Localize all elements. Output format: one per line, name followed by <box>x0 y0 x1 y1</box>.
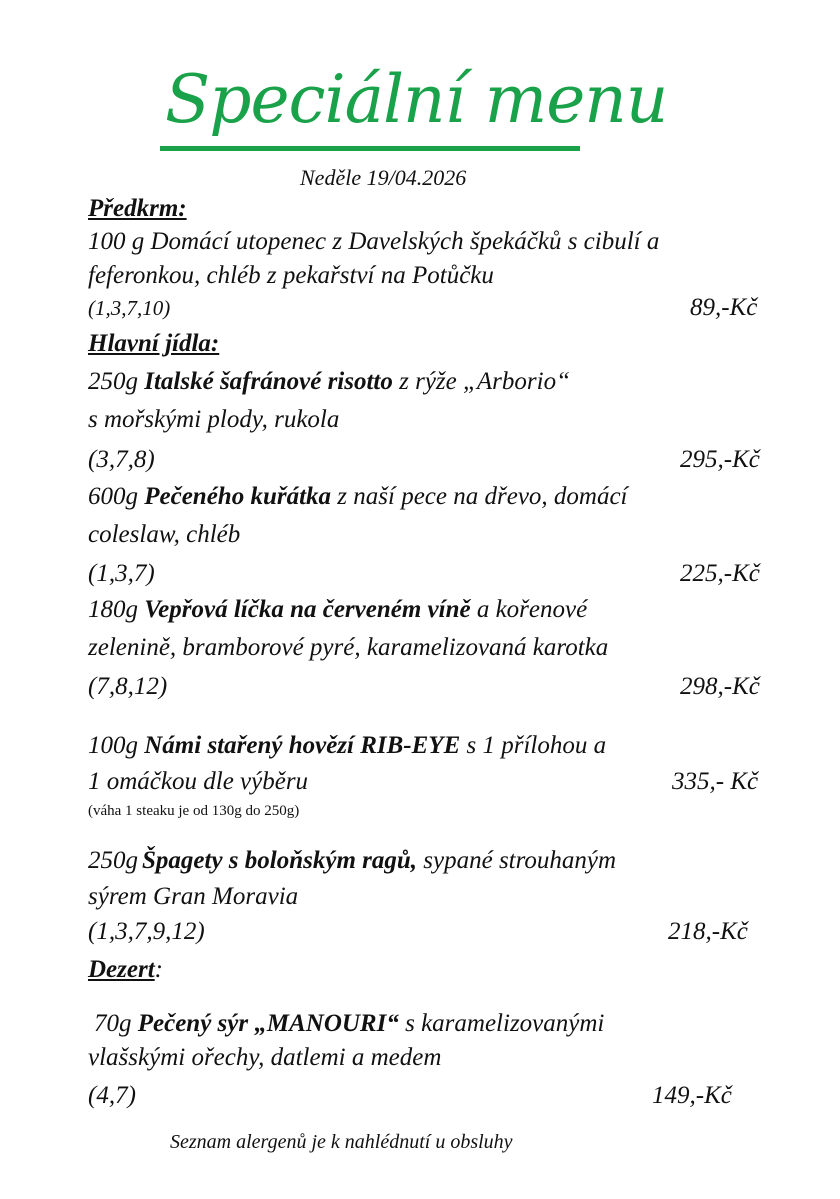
item-3-name: Pečeného kuřátka <box>144 483 332 510</box>
menu-date: Neděle 19/04.2026 <box>300 165 467 190</box>
item-3-line2: coleslaw, chléb <box>88 521 241 548</box>
item-7-description: s karamelizovanými <box>405 1010 605 1037</box>
item-4-line2: zelenině, bramborové pyré, karamelizovaná karotka <box>88 634 609 661</box>
item-2-allergens: (3,7,8) <box>88 446 155 473</box>
item-5-description: s 1 přílohou a <box>466 732 607 759</box>
item-7-name: Pečený sýr „MANOURI“ <box>137 1010 399 1037</box>
item-6-allergens: (1,3,7,9,12) <box>88 918 205 945</box>
menu-title: Speciální menu <box>165 61 668 138</box>
item-1-line1: 100 g Domácí utopenec z Davelských špekáčků s cibulí a <box>88 228 660 255</box>
title-underline <box>160 146 580 151</box>
item-3-weight: 600g <box>88 483 138 510</box>
section-heading-dezert: Dezert <box>88 956 155 983</box>
item-5-line2: 1 omáčkou dle výběru <box>88 768 309 795</box>
item-2-description: z rýže „Arborio“ <box>399 368 570 395</box>
dezert-colon: : <box>154 956 163 983</box>
item-1-price: 89,-Kč <box>690 294 758 321</box>
item-4-line1 <box>88 595 587 625</box>
item-4-price: 298,-Kč <box>680 673 760 700</box>
item-6-line1 <box>88 846 616 876</box>
item-3-price: 225,-Kč <box>680 560 760 587</box>
item-5-weight: 100g <box>88 732 138 759</box>
item-6-line2: sýrem Gran Moravia <box>88 883 299 910</box>
section-heading-hlavni: Hlavní jídla: <box>88 330 220 357</box>
item-1-allergens: (1,3,7,10) <box>88 296 171 320</box>
item-7-weight: 70g <box>94 1010 132 1037</box>
item-7-allergens: (4,7) <box>88 1082 136 1109</box>
item-5-price: 335,- Kč <box>672 768 759 795</box>
item-1-line2: feferonkou, chléb z pekařství na Potůčku <box>88 262 494 289</box>
item-5-note: (váha 1 steaku je od 130g do 250g) <box>88 803 300 819</box>
item-6-description: sypané strouhaným <box>423 847 617 874</box>
item-2-line2: s mořskými plody, rukola <box>88 406 340 433</box>
item-3-allergens: (1,3,7) <box>88 560 155 587</box>
item-6-weight: 250g <box>88 847 138 874</box>
item-2-weight: 250g <box>88 368 138 395</box>
section-heading-predkrm: Předkrm: <box>88 195 187 222</box>
section-heading-dezert-line <box>88 955 163 985</box>
item-4-description: a kořenové <box>476 596 588 623</box>
item-6-name: Špagety s boloňským ragů, <box>142 847 418 874</box>
item-6-price: 218,-Kč <box>668 918 748 945</box>
item-7-line1 <box>94 1009 604 1039</box>
item-7-price: 149,-Kč <box>652 1082 732 1109</box>
item-3-description: z naší pece na dřevo, domácí <box>337 483 628 510</box>
item-3-line1 <box>88 482 628 512</box>
item-7-line2: vlašskými ořechy, datlemi a medem <box>88 1044 442 1071</box>
item-5-name: Námi stařený hovězí RIB-EYE <box>144 732 461 759</box>
item-2-line1 <box>88 367 570 397</box>
item-4-weight: 180g <box>88 596 138 623</box>
item-4-name: Vepřová líčka na červeném víně <box>144 596 471 623</box>
item-4-allergens: (7,8,12) <box>88 673 168 700</box>
item-2-name: Italské šafránové risotto <box>144 368 393 395</box>
item-2-price: 295,-Kč <box>680 446 760 473</box>
allergen-footer-note: Seznam alergenů je k nahlédnutí u obsluhy <box>170 1131 513 1153</box>
item-5-line1 <box>88 731 606 761</box>
